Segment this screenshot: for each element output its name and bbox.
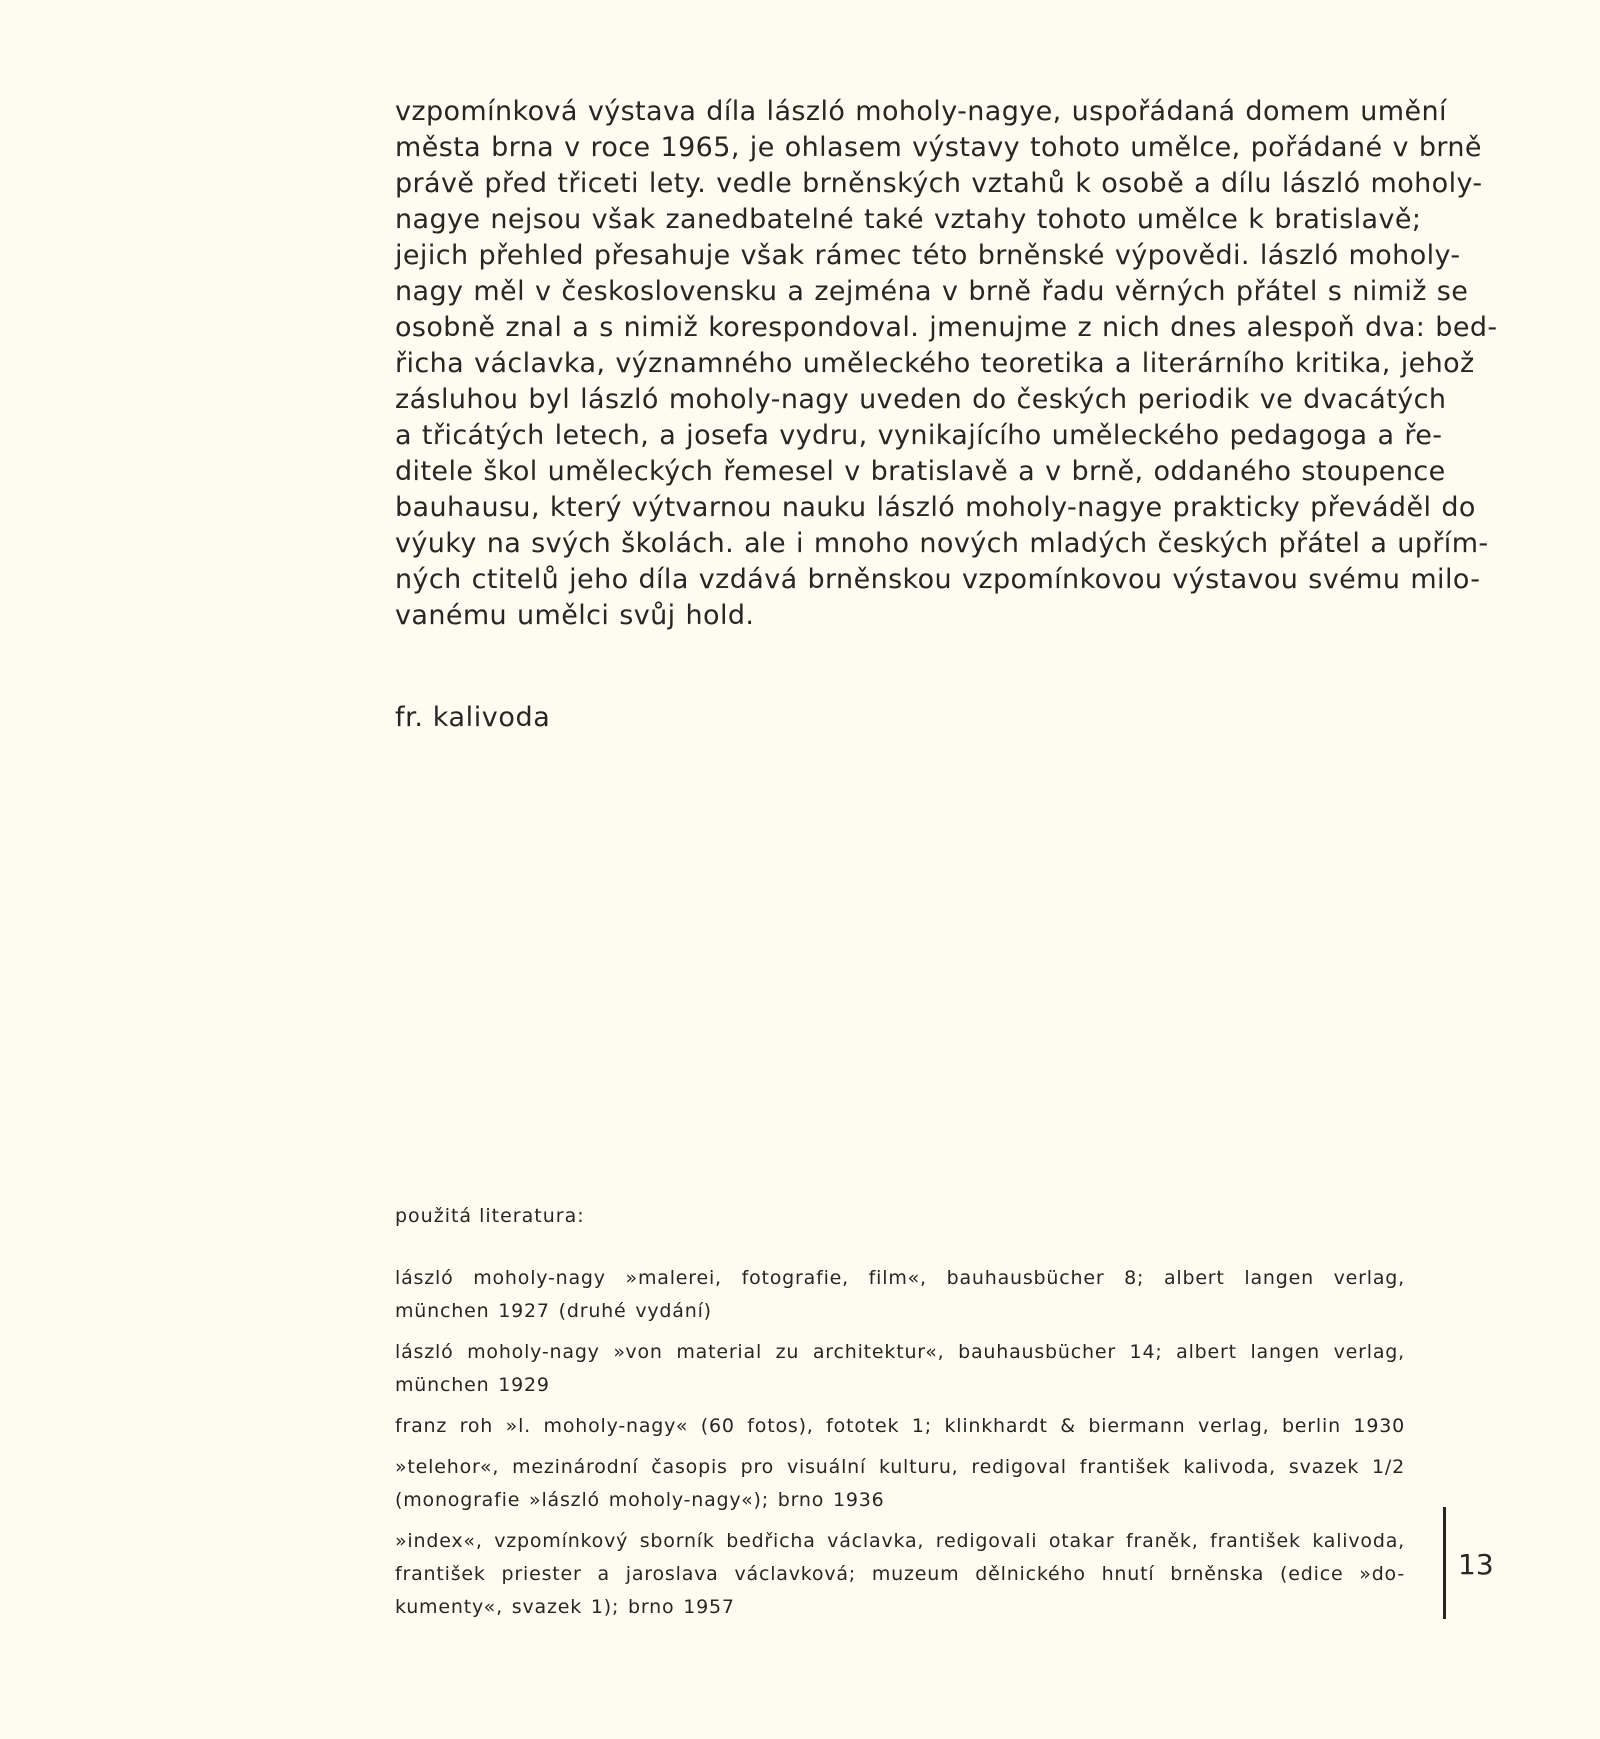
reference-line: »index«, vzpomínkový sborník bedřicha václavka, redigovali otakar franěk, františek kalivoda, [395,1530,1405,1552]
reference-line: münchen 1929 [395,1374,550,1396]
reference-line: kumenty«, svazek 1); brno 1957 [395,1596,735,1618]
reference-item [395,1262,1405,1328]
references-list [395,1262,1405,1632]
reference-item [395,1336,1405,1402]
body-line: města brna v roce 1965, je ohlasem výstavy tohoto umělce, pořádané v brně [395,132,1482,163]
literature-heading: použitá literatura: [395,1205,585,1227]
page-number-rule [1443,1507,1446,1619]
body-line: řicha václavka, významného uměleckého teoretika a literárního kritika, jehož [395,348,1475,379]
reference-item [395,1525,1405,1624]
body-line: právě před třiceti lety. vedle brněnských vztahů k osobě a dílu lászló moholy- [395,168,1483,199]
body-line: výuky na svých školách. ale i mnoho nových mladých českých přátel a upřím- [395,528,1489,559]
reference-line: »telehor«, mezinárodní časopis pro visuální kulturu, redigoval františek kalivoda, svazek 1/2 [395,1456,1405,1478]
body-line: ditele škol uměleckých řemesel v bratislavě a v brně, oddaného stoupence [395,456,1446,487]
author-signature: fr. kalivoda [395,702,551,733]
body-line: zásluhou byl lászló moholy-nagy uveden do českých periodik ve dvacátých [395,384,1447,415]
reference-line: münchen 1927 (druhé vydání) [395,1300,712,1322]
body-line: a třicátých letech, a josefa vydru, vynikajícího uměleckého pedagoga a ře- [395,420,1443,451]
page-number: 13 [1458,1548,1494,1581]
body-line: ných ctitelů jeho díla vzdává brněnskou vzpomínkovou výstavou svému milo- [395,564,1481,595]
body-line: bauhausu, který výtvarnou nauku lászló moholy-nagye prakticky převáděl do [395,492,1476,523]
body-paragraph [395,94,1498,634]
reference-line: lászló moholy-nagy »malerei, fotografie, film«, bauhausbücher 8; albert langen verlag, [395,1267,1405,1289]
body-line: osobně znal a s nimiž korespondoval. jmenujme z nich dnes alespoň dva: bed- [395,312,1498,343]
reference-line: (monografie »lászló moholy-nagy«); brno 1936 [395,1489,885,1511]
body-line: nagy měl v československu a zejména v brně řadu věrných přátel s nimiž se [395,276,1469,307]
reference-line: lászló moholy-nagy »von material zu architektur«, bauhausbücher 14; albert langen verlag, [395,1341,1405,1363]
reference-line: františek priester a jaroslava václavková; muzeum dělnického hnutí brněnska (edice »do- [395,1563,1405,1585]
body-line: vanému umělci svůj hold. [395,600,755,631]
body-line: jejich přehled přesahuje však rámec této brněnské výpovědi. lászló moholy- [395,240,1461,271]
body-line: nagye nejsou však zanedbatelné také vztahy tohoto umělce k bratislavě; [395,204,1422,235]
reference-item [395,1451,1405,1517]
reference-line: franz roh »l. moholy-nagy« (60 fotos), fototek 1; klinkhardt & biermann verlag, berlin 1930 [395,1415,1405,1437]
body-line: vzpomínková výstava díla lászló moholy-nagye, uspořádaná domem umění [395,96,1447,127]
reference-item [395,1410,1405,1443]
